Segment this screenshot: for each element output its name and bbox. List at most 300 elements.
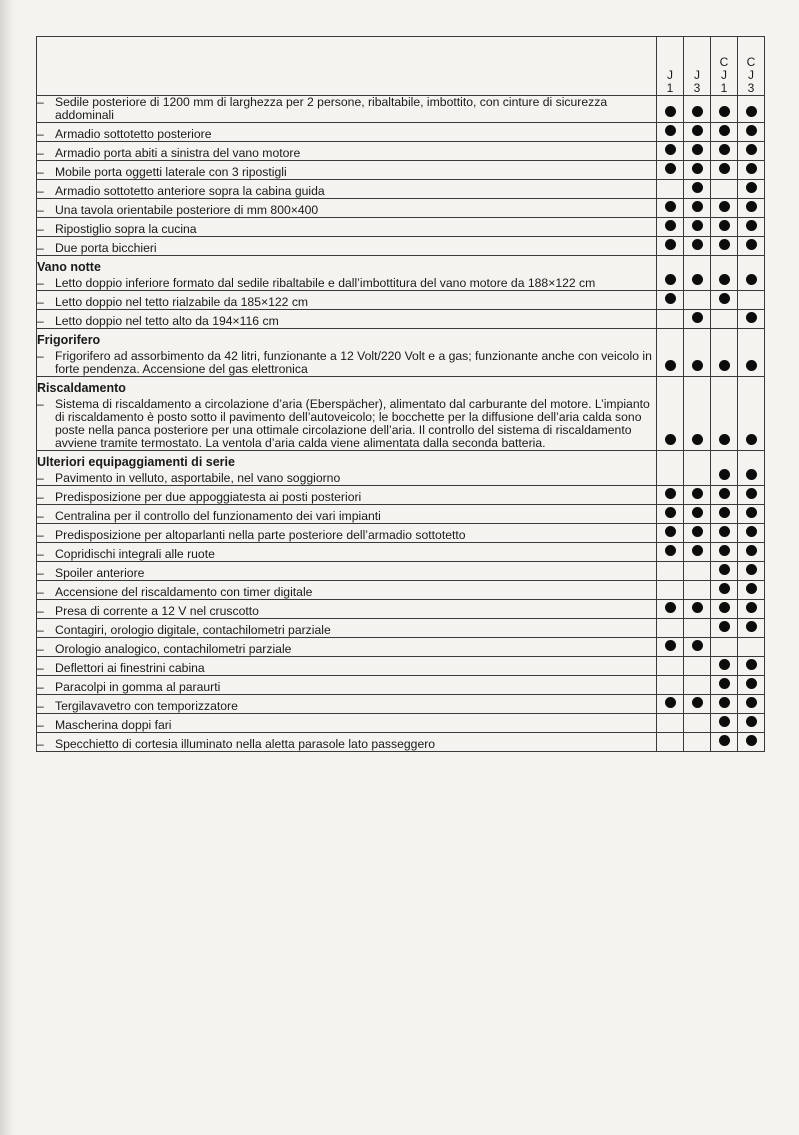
feature-item (37, 738, 656, 751)
standard-equipment-dot-icon (746, 360, 757, 371)
standard-equipment-dot-icon (665, 360, 676, 371)
dash-bullet: – (37, 566, 44, 580)
table-row (37, 619, 765, 638)
model-header-char: C (746, 55, 756, 69)
table-row (37, 377, 765, 451)
feature-description (37, 451, 657, 486)
dash-bullet: – (37, 528, 44, 542)
standard-equipment-dot-icon (746, 144, 757, 155)
table-body (37, 96, 765, 752)
standard-equipment-dot-icon (719, 239, 730, 250)
standard-equipment-dot-icon (719, 469, 730, 480)
standard-equipment-dot-icon (719, 697, 730, 708)
availability-cell (711, 142, 738, 161)
standard-equipment-dot-icon (746, 564, 757, 575)
standard-equipment-dot-icon (719, 602, 730, 613)
table-row (37, 733, 765, 752)
standard-equipment-dot-icon (719, 659, 730, 670)
feature-text: Copridischi integrali alle ruote (55, 547, 215, 561)
standard-equipment-dot-icon (746, 602, 757, 613)
feature-item (37, 662, 656, 675)
feature-description (37, 218, 657, 237)
feature-item (37, 586, 656, 599)
feature-description (37, 543, 657, 562)
table-row (37, 256, 765, 291)
availability-cell (657, 714, 684, 733)
standard-equipment-dot-icon (665, 274, 676, 285)
table-row (37, 291, 765, 310)
availability-cell (684, 123, 711, 142)
table-row (37, 451, 765, 486)
standard-equipment-dot-icon (719, 488, 730, 499)
availability-cell (657, 377, 684, 451)
table-row (37, 180, 765, 199)
availability-cell (657, 600, 684, 619)
table-row (37, 524, 765, 543)
availability-cell (684, 161, 711, 180)
availability-cell (684, 291, 711, 310)
dash-bullet: – (37, 737, 44, 751)
availability-cell (738, 714, 765, 733)
feature-text: Letto doppio inferiore formato dal sedile ribaltabile e dall’imbottitura del vano motore da 188×122 cm (55, 276, 596, 290)
availability-cell (711, 180, 738, 199)
availability-cell (738, 310, 765, 329)
feature-item (37, 96, 656, 122)
availability-cell (657, 657, 684, 676)
availability-cell (738, 600, 765, 619)
feature-description (37, 161, 657, 180)
table-row (37, 161, 765, 180)
availability-cell (711, 733, 738, 752)
standard-equipment-dot-icon (719, 106, 730, 117)
table-row (37, 237, 765, 256)
availability-cell (684, 581, 711, 600)
standard-equipment-dot-icon (665, 526, 676, 537)
availability-cell (711, 695, 738, 714)
dash-bullet: – (37, 604, 44, 618)
availability-cell (684, 142, 711, 161)
dash-bullet: – (37, 222, 44, 236)
standard-equipment-dot-icon (746, 274, 757, 285)
feature-description (37, 291, 657, 310)
dash-bullet: – (37, 349, 44, 363)
availability-cell (738, 543, 765, 562)
model-header-char: 3 (693, 81, 701, 95)
feature-description (37, 142, 657, 161)
dash-bullet: – (37, 661, 44, 675)
feature-description (37, 96, 657, 123)
feature-item (37, 223, 656, 236)
availability-cell (684, 676, 711, 695)
availability-cell (738, 657, 765, 676)
standard-equipment-dot-icon (746, 545, 757, 556)
feature-text: Contagiri, orologio digitale, contachilometri parziale (55, 623, 331, 637)
availability-cell (711, 123, 738, 142)
standard-equipment-dot-icon (746, 678, 757, 689)
availability-cell (711, 486, 738, 505)
model-header-char: J (694, 68, 700, 82)
availability-cell (738, 524, 765, 543)
model-column-header (711, 37, 738, 96)
feature-item (37, 719, 656, 732)
standard-equipment-dot-icon (746, 621, 757, 632)
feature-item (37, 529, 656, 542)
feature-description (37, 329, 657, 377)
standard-equipment-dot-icon (692, 163, 703, 174)
feature-text: Accensione del riscaldamento con timer digitale (55, 585, 313, 599)
availability-cell (657, 451, 684, 486)
availability-cell (711, 377, 738, 451)
feature-text: Sistema di riscaldamento a circolazione d’aria (Eberspächer), alimentato dal carburante del motore. L’impianto di riscaldamento è posto sotto il pavimento dell’autoveicolo; le bocchette per la diffusione dell’aria calda sono poste nella panca posteriore per una ottimale circolazione dell’aria. Il controllo del sistema di riscaldamento avviene tramite termostato. La ventola d’aria calda viene alimentata dalla seconda batteria. (55, 397, 650, 450)
table-row (37, 505, 765, 524)
feature-text: Pavimento in velluto, asportabile, nel vano soggiorno (55, 471, 341, 485)
feature-item (37, 166, 656, 179)
feature-text: Tergilavavetro con temporizzatore (55, 699, 238, 713)
availability-cell (684, 96, 711, 123)
availability-cell (738, 256, 765, 291)
availability-cell (738, 180, 765, 199)
standard-equipment-dot-icon (692, 144, 703, 155)
availability-cell (711, 218, 738, 237)
standard-equipment-dot-icon (746, 312, 757, 323)
availability-cell (657, 199, 684, 218)
availability-cell (657, 161, 684, 180)
standard-equipment-dot-icon (665, 201, 676, 212)
availability-cell (657, 695, 684, 714)
standard-equipment-dot-icon (746, 125, 757, 136)
availability-cell (684, 329, 711, 377)
feature-item (37, 185, 656, 198)
feature-item (37, 277, 656, 290)
standard-equipment-dot-icon (692, 526, 703, 537)
table-row (37, 600, 765, 619)
availability-cell (684, 310, 711, 329)
feature-description (37, 733, 657, 752)
standard-equipment-dot-icon (746, 434, 757, 445)
feature-text: Ripostiglio sopra la cucina (55, 222, 197, 236)
feature-description (37, 310, 657, 329)
feature-text: Specchietto di cortesia illuminato nella aletta parasole lato passeggero (55, 737, 436, 751)
table-row (37, 543, 765, 562)
availability-cell (738, 581, 765, 600)
feature-text: Predisposizione per due appoggiatesta ai posti posteriori (55, 490, 362, 504)
standard-equipment-dot-icon (692, 106, 703, 117)
feature-item (37, 147, 656, 160)
availability-cell (711, 524, 738, 543)
availability-cell (711, 237, 738, 256)
dash-bullet: – (37, 699, 44, 713)
dash-bullet: – (37, 718, 44, 732)
availability-cell (657, 638, 684, 657)
availability-cell (711, 199, 738, 218)
availability-cell (657, 123, 684, 142)
feature-description (37, 256, 657, 291)
standard-equipment-dot-icon (746, 163, 757, 174)
availability-cell (711, 329, 738, 377)
standard-equipment-dot-icon (692, 220, 703, 231)
feature-text: Armadio sottotetto posteriore (55, 127, 212, 141)
feature-text: Paracolpi in gomma al paraurti (55, 680, 221, 694)
availability-cell (657, 505, 684, 524)
feature-description (37, 695, 657, 714)
table-row (37, 310, 765, 329)
availability-cell (738, 733, 765, 752)
availability-cell (738, 199, 765, 218)
standard-equipment-dot-icon (665, 144, 676, 155)
feature-description (37, 714, 657, 733)
availability-cell (657, 733, 684, 752)
feature-item (37, 700, 656, 713)
standard-equipment-dot-icon (746, 220, 757, 231)
standard-equipment-dot-icon (719, 274, 730, 285)
feature-description (37, 524, 657, 543)
standard-equipment-dot-icon (746, 507, 757, 518)
feature-item (37, 296, 656, 309)
availability-cell (738, 619, 765, 638)
dash-bullet: – (37, 184, 44, 198)
standard-equipment-dot-icon (719, 583, 730, 594)
standard-equipment-dot-icon (665, 434, 676, 445)
feature-text: Frigorifero ad assorbimento da 42 litri, funzionante a 12 Volt/220 Volt e a gas; funzionante anche con veicolo in forte pendenza. Accensione del gas elettronica (55, 349, 652, 376)
feature-description (37, 619, 657, 638)
standard-equipment-dot-icon (692, 434, 703, 445)
feature-text: Presa di corrente a 12 V nel cruscotto (55, 604, 259, 618)
availability-cell (684, 377, 711, 451)
section-title: Frigorifero (37, 333, 101, 347)
availability-cell (657, 180, 684, 199)
dash-bullet: – (37, 127, 44, 141)
section-title: Riscaldamento (37, 381, 126, 395)
table-row (37, 714, 765, 733)
standard-equipment-dot-icon (719, 526, 730, 537)
standard-equipment-dot-icon (665, 697, 676, 708)
table-row (37, 199, 765, 218)
dash-bullet: – (37, 241, 44, 255)
availability-cell (684, 451, 711, 486)
table-row (37, 142, 765, 161)
feature-item (37, 315, 656, 328)
feature-item (37, 472, 656, 485)
feature-item (37, 491, 656, 504)
availability-cell (657, 310, 684, 329)
equipment-table (36, 36, 765, 752)
standard-equipment-dot-icon (746, 697, 757, 708)
feature-item (37, 398, 656, 450)
availability-cell (684, 638, 711, 657)
standard-equipment-dot-icon (719, 716, 730, 727)
standard-equipment-dot-icon (665, 602, 676, 613)
availability-cell (711, 310, 738, 329)
table-row (37, 676, 765, 695)
dash-bullet: – (37, 623, 44, 637)
availability-cell (657, 218, 684, 237)
standard-equipment-dot-icon (665, 545, 676, 556)
feature-text: Mobile porta oggetti laterale con 3 ripostigli (55, 165, 287, 179)
standard-equipment-dot-icon (665, 293, 676, 304)
dash-bullet: – (37, 165, 44, 179)
dash-bullet: – (37, 95, 44, 109)
standard-equipment-dot-icon (746, 182, 757, 193)
standard-equipment-dot-icon (719, 678, 730, 689)
table-row (37, 657, 765, 676)
availability-cell (657, 291, 684, 310)
availability-cell (738, 96, 765, 123)
availability-cell (657, 237, 684, 256)
model-header-char: 3 (747, 81, 755, 95)
availability-cell (738, 638, 765, 657)
feature-item (37, 643, 656, 656)
availability-cell (684, 199, 711, 218)
dash-bullet: – (37, 547, 44, 561)
table-row (37, 695, 765, 714)
model-column-header (684, 37, 711, 96)
standard-equipment-dot-icon (746, 716, 757, 727)
feature-description (37, 123, 657, 142)
table-row (37, 218, 765, 237)
feature-item (37, 204, 656, 217)
availability-cell (711, 291, 738, 310)
feature-text: Due porta bicchieri (55, 241, 157, 255)
standard-equipment-dot-icon (746, 735, 757, 746)
feature-item (37, 567, 656, 580)
table-row (37, 638, 765, 657)
dash-bullet: – (37, 642, 44, 656)
standard-equipment-dot-icon (665, 640, 676, 651)
feature-description (37, 199, 657, 218)
availability-cell (711, 600, 738, 619)
standard-equipment-dot-icon (692, 125, 703, 136)
availability-cell (684, 695, 711, 714)
availability-cell (657, 581, 684, 600)
availability-cell (711, 505, 738, 524)
standard-equipment-dot-icon (746, 201, 757, 212)
availability-cell (684, 562, 711, 581)
availability-cell (684, 524, 711, 543)
dash-bullet: – (37, 397, 44, 411)
page-binding-shadow (0, 0, 14, 1135)
standard-equipment-dot-icon (746, 239, 757, 250)
dash-bullet: – (37, 146, 44, 160)
availability-cell (711, 161, 738, 180)
standard-equipment-dot-icon (746, 659, 757, 670)
availability-cell (684, 619, 711, 638)
section-title: Ulteriori equipaggiamenti di serie (37, 455, 235, 469)
dash-bullet: – (37, 509, 44, 523)
availability-cell (738, 123, 765, 142)
availability-cell (738, 291, 765, 310)
feature-text: Mascherina doppi fari (55, 718, 172, 732)
feature-description (37, 657, 657, 676)
standard-equipment-dot-icon (692, 182, 703, 193)
standard-equipment-dot-icon (746, 106, 757, 117)
standard-equipment-dot-icon (719, 545, 730, 556)
feature-text: Letto doppio nel tetto alto da 194×116 cm (55, 314, 279, 328)
dash-bullet: – (37, 680, 44, 694)
availability-cell (738, 486, 765, 505)
model-header-char: 1 (666, 81, 674, 95)
feature-text: Sedile posteriore di 1200 mm di larghezza per 2 persone, ribaltabile, imbottito, con cinture di sicurezza addominali (55, 95, 608, 122)
availability-cell (657, 486, 684, 505)
feature-description (37, 486, 657, 505)
model-header-char: J (721, 68, 727, 82)
availability-cell (738, 676, 765, 695)
standard-equipment-dot-icon (746, 583, 757, 594)
standard-equipment-dot-icon (692, 274, 703, 285)
feature-item (37, 350, 656, 376)
availability-cell (684, 237, 711, 256)
standard-equipment-dot-icon (692, 201, 703, 212)
availability-cell (657, 543, 684, 562)
standard-equipment-dot-icon (719, 735, 730, 746)
availability-cell (684, 600, 711, 619)
availability-cell (738, 695, 765, 714)
header-row (37, 37, 765, 96)
availability-cell (738, 505, 765, 524)
table-row (37, 123, 765, 142)
standard-equipment-dot-icon (719, 163, 730, 174)
standard-equipment-dot-icon (665, 220, 676, 231)
standard-equipment-dot-icon (692, 545, 703, 556)
availability-cell (684, 543, 711, 562)
availability-cell (684, 714, 711, 733)
feature-item (37, 548, 656, 561)
dash-bullet: – (37, 295, 44, 309)
availability-cell (738, 562, 765, 581)
dash-bullet: – (37, 490, 44, 504)
feature-text: Centralina per il controllo del funzionamento dei vari impianti (55, 509, 381, 523)
standard-equipment-dot-icon (692, 312, 703, 323)
standard-equipment-dot-icon (665, 507, 676, 518)
feature-description (37, 600, 657, 619)
table-row (37, 96, 765, 123)
availability-cell (738, 377, 765, 451)
table-row (37, 581, 765, 600)
standard-equipment-dot-icon (665, 163, 676, 174)
standard-equipment-dot-icon (665, 106, 676, 117)
availability-cell (711, 256, 738, 291)
dash-bullet: – (37, 471, 44, 485)
feature-description (37, 676, 657, 695)
availability-cell (684, 505, 711, 524)
availability-cell (711, 543, 738, 562)
model-column-header (738, 37, 765, 96)
feature-description (37, 180, 657, 199)
standard-equipment-dot-icon (719, 434, 730, 445)
availability-cell (711, 638, 738, 657)
feature-text: Una tavola orientabile posteriore di mm 800×400 (55, 203, 319, 217)
availability-cell (657, 619, 684, 638)
feature-text: Letto doppio nel tetto rialzabile da 185×122 cm (55, 295, 309, 309)
availability-cell (684, 256, 711, 291)
feature-text: Orologio analogico, contachilometri parziale (55, 642, 292, 656)
availability-cell (711, 562, 738, 581)
section-title: Vano notte (37, 260, 101, 274)
description-header (37, 37, 657, 96)
availability-cell (711, 657, 738, 676)
standard-equipment-dot-icon (719, 125, 730, 136)
availability-cell (738, 161, 765, 180)
feature-description (37, 505, 657, 524)
availability-cell (711, 451, 738, 486)
feature-text: Spoiler anteriore (55, 566, 145, 580)
availability-cell (711, 714, 738, 733)
availability-cell (684, 180, 711, 199)
availability-cell (738, 451, 765, 486)
availability-cell (684, 657, 711, 676)
model-header-char: J (667, 68, 673, 82)
feature-text: Deflettori ai finestrini cabina (55, 661, 205, 675)
availability-cell (684, 733, 711, 752)
